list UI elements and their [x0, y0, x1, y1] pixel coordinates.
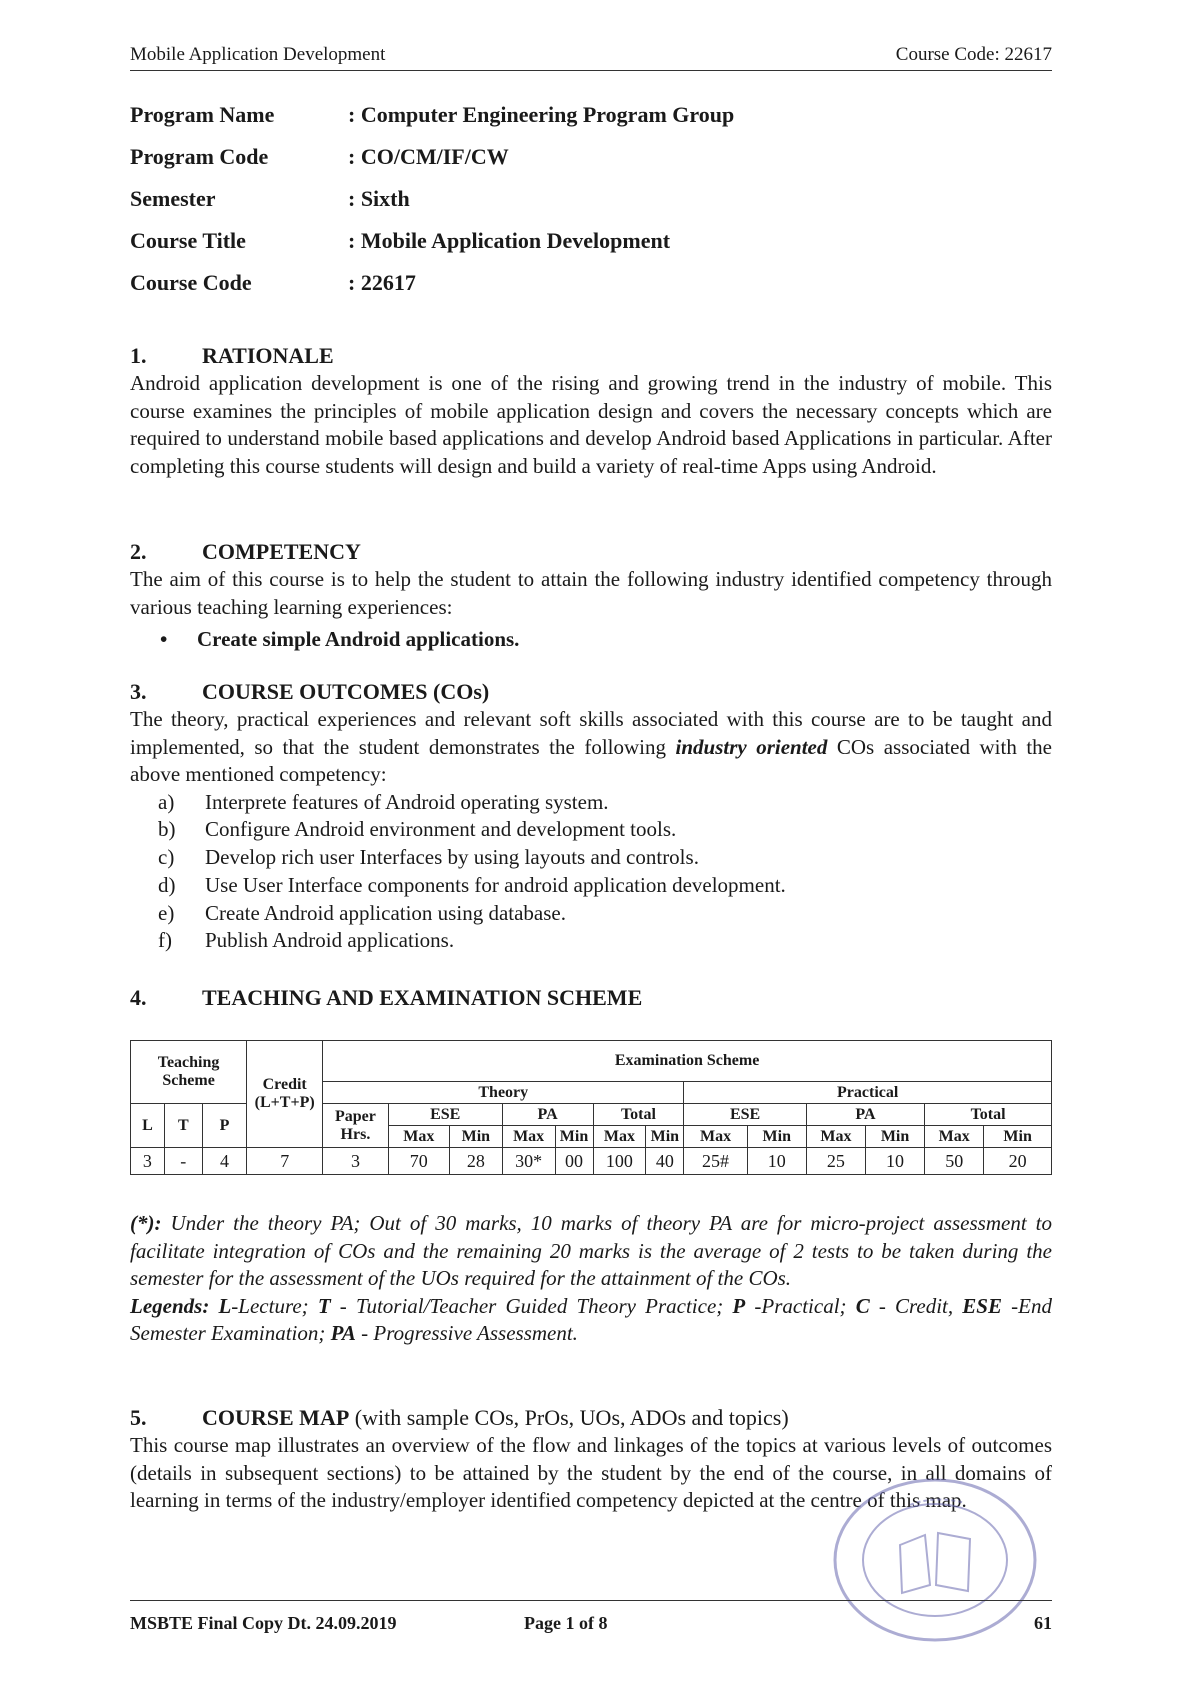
list-text: Develop rich user Interfaces by using layouts and controls.	[205, 845, 699, 870]
max-header: Max	[806, 1126, 865, 1148]
section-scheme	[130, 984, 1052, 1012]
info-value: : 22617	[348, 270, 416, 295]
info-value: : Computer Engineering Program Group	[348, 102, 735, 127]
info-key: Course Code	[130, 270, 252, 295]
table-cell: 100	[593, 1148, 646, 1175]
practical-header: Practical	[684, 1082, 1052, 1104]
table-cell: 28	[449, 1148, 502, 1175]
section-title: TEACHING AND EXAMINATION SCHEME	[202, 985, 643, 1010]
section-competency	[130, 538, 1052, 653]
table-cell: 25	[806, 1148, 865, 1175]
practical-pa-header: PA	[806, 1104, 924, 1126]
outcomes-text	[130, 706, 1052, 789]
note-text: Under the theory PA; Out of 30 marks, 10 marks of theory PA are for micro-project assessment to facilitate integration of COs and the remaining 20 marks is the average of 2 tests to be taken during the semester for the assessment of the UOs required for the attainment of the COs.	[130, 1211, 1052, 1290]
section-heading	[130, 678, 1052, 706]
table-cell: 25#	[684, 1148, 747, 1175]
theory-total-header: Total	[593, 1104, 684, 1126]
max-header: Max	[388, 1126, 449, 1148]
max-header: Max	[502, 1126, 555, 1148]
section-heading	[130, 342, 1052, 370]
competency-text: The aim of this course is to help the student to attain the following industry identified competency through various teaching learning experiences:	[130, 567, 1052, 619]
list-item	[158, 789, 1052, 817]
min-header: Min	[984, 1126, 1052, 1148]
table-cell: 30*	[502, 1148, 555, 1175]
section-title: COMPETENCY	[202, 539, 361, 564]
footer-sheet-number: 61	[1034, 1613, 1052, 1633]
legend-text: - Credit,	[869, 1293, 963, 1318]
legend-key: C	[855, 1293, 870, 1318]
info-value: : Sixth	[348, 186, 410, 211]
theory-header: Theory	[323, 1082, 684, 1104]
list-text: Publish Android applications.	[205, 928, 455, 953]
info-value: : Mobile Application Development	[348, 228, 671, 253]
list-marker: a)	[158, 789, 175, 814]
info-row	[130, 228, 734, 270]
list-item	[158, 844, 1052, 872]
table-cell: 3	[323, 1148, 388, 1175]
info-key: Course Title	[130, 228, 246, 253]
section-title: COURSE OUTCOMES (COs)	[202, 679, 490, 704]
table-cell: 50	[925, 1148, 984, 1175]
scheme-table	[130, 1040, 1052, 1175]
theory-ese-header: ESE	[388, 1104, 502, 1126]
legend-text: -Practical;	[745, 1293, 856, 1318]
list-marker: d)	[158, 872, 176, 897]
practical-total-header: Total	[925, 1104, 1052, 1126]
list-text: Configure Android environment and development tools.	[205, 817, 677, 842]
practical-ese-header: ESE	[684, 1104, 807, 1126]
list-item	[158, 872, 1052, 900]
list-text: Interprete features of Android operating system.	[205, 789, 609, 814]
outcomes-emphasis: industry oriented	[675, 734, 828, 759]
table-cell: 10	[747, 1148, 806, 1175]
list-marker: e)	[158, 900, 175, 925]
competency-bullet	[160, 625, 1052, 653]
page-header	[130, 42, 1052, 71]
paper-hrs-header: Paper Hrs.	[323, 1104, 388, 1148]
header-course-code: Course Code: 22617	[895, 44, 1052, 65]
table-cell: 4	[202, 1148, 246, 1175]
legend-key: P	[732, 1293, 746, 1318]
section-number: 3.	[130, 679, 147, 704]
legend-text: -Lecture;	[231, 1293, 318, 1318]
outcome-list	[158, 789, 1052, 956]
list-marker: f)	[158, 928, 172, 953]
note-paragraph	[130, 1210, 1052, 1293]
table-cell: 70	[388, 1148, 449, 1175]
legend-text: - Progressive Assessment.	[355, 1321, 578, 1345]
table-cell: 40	[646, 1148, 684, 1175]
list-item	[158, 900, 1052, 928]
legend-key: PA	[330, 1321, 356, 1345]
table-cell: -	[164, 1148, 202, 1175]
bullet-icon: •	[160, 627, 168, 651]
info-row	[130, 270, 734, 312]
list-text: Create Android application using database.	[205, 900, 566, 925]
max-header: Max	[925, 1126, 984, 1148]
min-header: Min	[555, 1126, 593, 1148]
table-cell: 3	[131, 1148, 165, 1175]
teaching-scheme-header: Teaching Scheme	[131, 1041, 247, 1104]
info-row	[130, 102, 734, 144]
legend-text: -End Semester Examination;	[130, 1293, 1052, 1345]
table-cell: 00	[555, 1148, 593, 1175]
footer-page-number: Page 1 of 8	[524, 1613, 608, 1633]
section-number: 1.	[130, 343, 147, 368]
scheme-note	[130, 1210, 1052, 1348]
list-marker: c)	[158, 845, 175, 870]
credit-header: Credit (L+T+P)	[247, 1041, 323, 1148]
exam-scheme-header: Examination Scheme	[323, 1041, 1052, 1082]
program-info	[130, 102, 734, 312]
min-header: Min	[747, 1126, 806, 1148]
rationale-text: Android application development is one of the rising and growing trend in the industry of mobile. This course examines the principles of mobile application design and covers the necessary concepts which are required to understand mobile based applications and develop Android based Applications in particular. After completing this course students will design and build a variety of real-time Apps using Android.	[130, 371, 1052, 478]
legend-paragraph	[130, 1293, 1052, 1348]
section-number: 5.	[130, 1405, 147, 1430]
max-header: Max	[593, 1126, 646, 1148]
section-number: 2.	[130, 539, 147, 564]
list-text: Use User Interface components for android application development.	[205, 872, 786, 897]
section-rationale	[130, 342, 1052, 480]
info-key: Semester	[130, 186, 216, 211]
bullet-text: Create simple Android applications.	[197, 627, 520, 651]
list-item	[158, 816, 1052, 844]
legend-key: T	[317, 1293, 331, 1318]
col-l: L	[131, 1104, 165, 1148]
legend-label: Legends: L	[130, 1293, 232, 1318]
section-subtitle: (with sample COs, PrOs, UOs, ADOs and topics)	[349, 1405, 789, 1430]
max-header: Max	[684, 1126, 747, 1148]
table-cell: 7	[247, 1148, 323, 1175]
info-key: Program Name	[130, 102, 275, 127]
section-heading	[130, 984, 1052, 1012]
table-cell: 10	[865, 1148, 924, 1175]
table-cell: 20	[984, 1148, 1052, 1175]
outcomes-text-part: The theory, practical experiences and relevant soft skills associated with this course are to be taught and implemented, so that the student demonstrates the following	[130, 707, 1052, 759]
section-title: COURSE MAP	[202, 1405, 350, 1430]
page-footer	[130, 1600, 1052, 1631]
info-key: Program Code	[130, 144, 269, 169]
min-header: Min	[646, 1126, 684, 1148]
section-heading	[130, 538, 1052, 566]
col-t: T	[164, 1104, 202, 1148]
footer-issue: MSBTE Final Copy Dt. 24.09.2019	[130, 1613, 397, 1633]
section-title: RATIONALE	[202, 343, 334, 368]
min-header: Min	[449, 1126, 502, 1148]
table-row	[131, 1148, 1052, 1175]
legend-text: - Tutorial/Teacher Guided Theory Practice;	[330, 1293, 733, 1318]
theory-pa-header: PA	[502, 1104, 593, 1126]
info-row	[130, 144, 734, 186]
header-course-name: Mobile Application Development	[130, 44, 386, 65]
list-item	[158, 927, 1052, 955]
list-marker: b)	[158, 817, 176, 842]
note-label: (*):	[130, 1211, 162, 1235]
legend-key: ESE	[962, 1293, 1002, 1318]
course-map-text: This course map illustrates an overview of the flow and linkages of the topics at various levels of outcomes (details in subsequent sections) to be attained by the student by the end of the course, in all domains of learning in terms of the industry/employer identified competency depicted at the centre of this map.	[130, 1433, 1052, 1512]
info-value: : CO/CM/IF/CW	[348, 144, 509, 169]
section-course-outcomes	[130, 678, 1052, 955]
section-number: 4.	[130, 985, 147, 1010]
section-heading	[130, 1404, 1052, 1432]
col-p: P	[202, 1104, 246, 1148]
outcomes-text-part: COs associated with the above mentioned competency:	[130, 734, 1052, 786]
min-header: Min	[865, 1126, 924, 1148]
info-row	[130, 186, 734, 228]
